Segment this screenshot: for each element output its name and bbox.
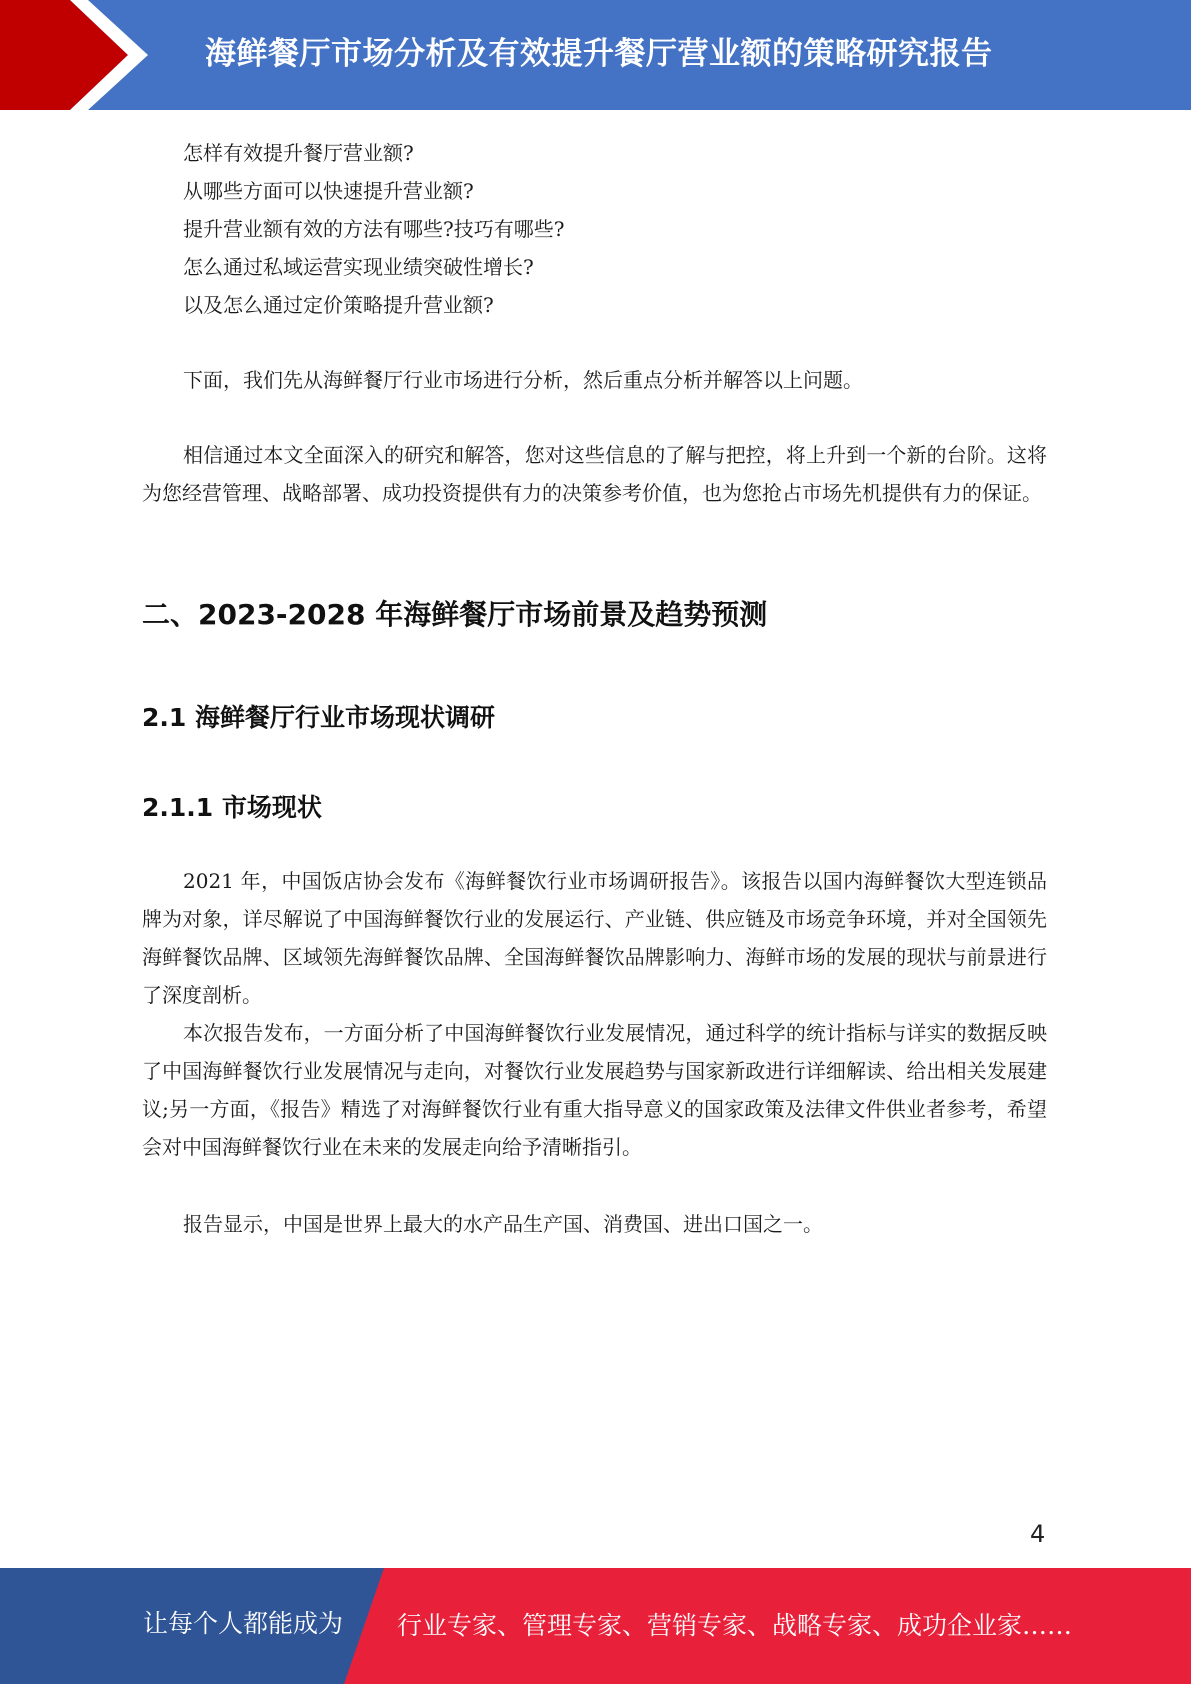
intro-paragraph: 下面，我们先从海鲜餐厅行业市场进行分析，然后重点分析并解答以上问题。 bbox=[183, 368, 863, 392]
footer-slogan-left: 让每个人都能成为 bbox=[143, 1609, 344, 1638]
header-banner bbox=[0, 0, 1191, 110]
body-paragraph: 2021 年，中国饭店协会发布《海鲜餐饮行业市场调研报告》。该报告以国内海鲜餐饮大型连锁品牌为对象，详尽解说了中国海鲜餐饮行业的发展运行、产业链、供应链及市场竞争环境，并对全国领先海鲜餐饮品牌、区域领先海鲜餐饮品牌、全国海鲜餐饮品牌影响力、海鲜市场的发展的现状与前景进行了深度剖析。 bbox=[142, 869, 1047, 1007]
subsubsection-heading: 2.1.1 市场现状 bbox=[142, 793, 322, 822]
question-item: 提升营业额有效的方法有哪些?技巧有哪些? bbox=[183, 217, 565, 241]
question-item: 怎样有效提升餐厅营业额? bbox=[183, 141, 414, 165]
body-paragraph: 本次报告发布，一方面分析了中国海鲜餐饮行业发展情况，通过科学的统计指标与详实的数据反映了中国海鲜餐饮行业发展情况与走向，对餐饮行业发展趋势与国家新政进行详细解读、给出相关发展建议;另一方面，《报告》精选了对海鲜餐饮行业有重大指导意义的国家政策及法律文件供业者参考，希望会对中国海鲜餐饮行业在未来的发展走向给予清晰指引。 bbox=[142, 1021, 1047, 1159]
subsection-heading: 2.1 海鲜餐厅行业市场现状调研 bbox=[142, 703, 495, 732]
document-title: 海鲜餐厅市场分析及有效提升餐厅营业额的策略研究报告 bbox=[205, 36, 993, 72]
section-heading: 二、2023-2028 年海鲜餐厅市场前景及趋势预测 bbox=[142, 598, 768, 631]
question-item: 从哪些方面可以快速提升营业额? bbox=[183, 179, 474, 203]
body-paragraph: 报告显示，中国是世界上最大的水产品生产国、消费国、进出口国之一。 bbox=[183, 1212, 823, 1236]
question-item: 以及怎么通过定价策略提升营业额? bbox=[183, 293, 494, 317]
page-number: 4 bbox=[1030, 1520, 1046, 1548]
question-item: 怎么通过私域运营实现业绩突破性增长? bbox=[183, 255, 534, 279]
value-paragraph: 相信通过本文全面深入的研究和解答，您对这些信息的了解与把控，将上升到一个新的台阶。这将为您经营管理、战略部署、成功投资提供有力的决策参考价值，也为您抢占市场先机提供有力的保证。 bbox=[142, 443, 1047, 505]
footer-banner bbox=[0, 1568, 1191, 1684]
footer-slogan-right: 行业专家、管理专家、营销专家、战略专家、成功企业家…… bbox=[397, 1611, 1073, 1640]
